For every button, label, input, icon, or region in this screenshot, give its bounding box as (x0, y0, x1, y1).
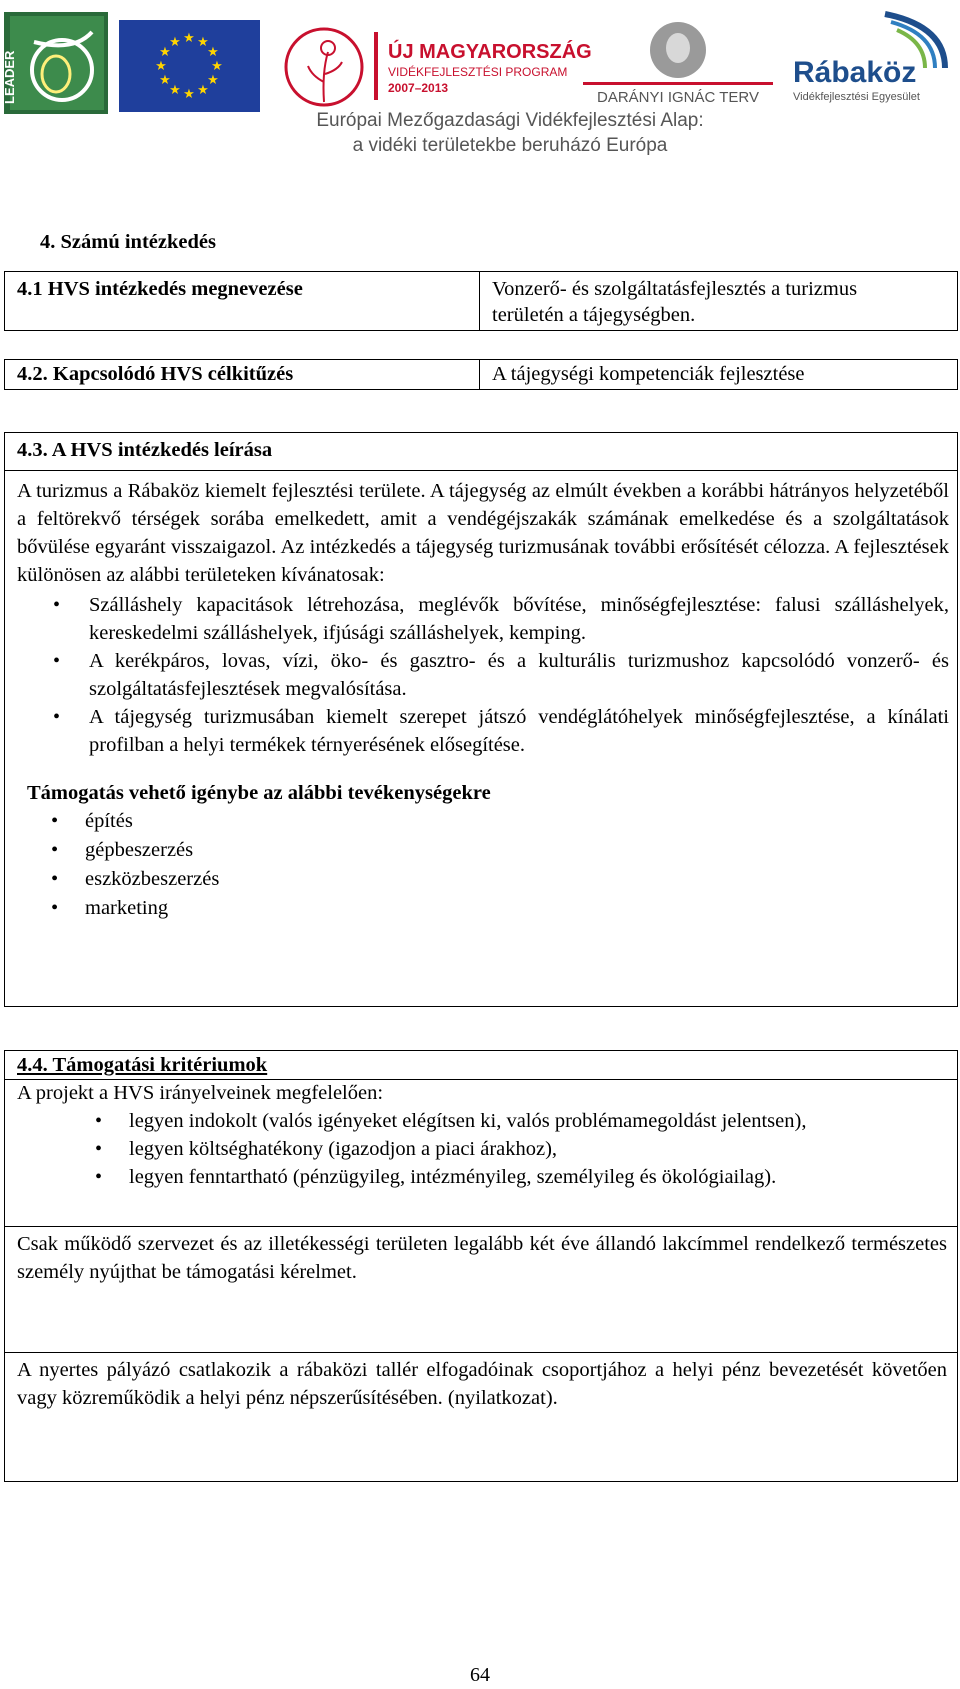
section-4-4-header (4, 1050, 958, 1080)
section-4-3-bullet-3: • A tájegység turizmusában kiemelt szerepet játszó vendéglátóhelyek minőségfejlesztése, a kínálati profilban a helyi termékek térnyerésének elősegítése. (17, 703, 949, 759)
svg-text:★: ★ (197, 83, 209, 98)
support-item-4: • marketing (17, 894, 949, 923)
section-4-3-bullet-list (17, 591, 949, 759)
section-4-3-bullet-1: • Szálláshely kapacitások létrehozása, meglévők bővítése, minőségfejlesztése: falusi szálláshelyek, kereskedelmi szálláshelyek, ifjúsági szálláshelyek, kemping. (17, 591, 949, 647)
section-4-3-title: 4.3. A HVS intézkedés leírása (17, 439, 273, 461)
support-item-2: • gépbeszerzés (17, 836, 949, 865)
row-4-2 (4, 359, 958, 390)
svg-text:★: ★ (183, 87, 195, 102)
rabakoz-subtitle: Vidékfejlesztési Egyesület (793, 91, 920, 103)
uj-magyarorszag-logo (284, 22, 592, 112)
support-title: Támogatás vehető igénybe az alábbi tevékenységekre (27, 782, 491, 804)
svg-text:★: ★ (169, 83, 181, 98)
support-item-1: • építés (17, 807, 949, 836)
svg-text:★: ★ (211, 59, 223, 74)
section-title: 4. Számú intézkedés (40, 231, 216, 253)
eu-flag-logo (119, 20, 260, 112)
section-4-4-title: 4.4. Támogatási kritériumok (17, 1054, 268, 1076)
svg-text:★: ★ (159, 45, 171, 60)
svg-text:★: ★ (169, 35, 181, 50)
local-currency-paragraph: A nyertes pályázó csatlakozik a rábaközi tallér elfogadóinak csoportjához a helyi pénz bevezetését követően vagy közreműködik a helyi pénz népszerűsítésében. (nyilatkozat). (17, 1359, 947, 1409)
row-4-1-value-line-2: területén a tájegységben. (492, 304, 696, 326)
leader-logo (4, 12, 108, 114)
row-4-2-value: A tájegységi kompetenciák fejlesztése (492, 363, 805, 385)
page-number: 64 (470, 1664, 490, 1686)
svg-text:★: ★ (159, 73, 171, 88)
svg-text:★: ★ (207, 73, 219, 88)
daranyi-text: DARÁNYI IGNÁC TERV (597, 89, 759, 106)
svg-text:★: ★ (155, 59, 167, 74)
section-4-4-criteria (4, 1079, 958, 1227)
row-4-1-value-line-1: Vonzerő- és szolgáltatásfejlesztés a turizmus (492, 278, 858, 300)
criteria-bullet-2: • legyen költséghatékony (igazodjon a piaci árakhoz), (17, 1135, 947, 1163)
eafrd-line-1: Európai Mezőgazdasági Vidékfejlesztési Alap: (316, 110, 704, 131)
section-4-3-body (4, 470, 958, 1007)
svg-text:★: ★ (183, 31, 195, 46)
row-4-1-divider (479, 272, 480, 330)
criteria-bullet-3: • legyen fenntartható (pénzügyileg, intézményileg, személyileg és ökológiailag). (17, 1163, 947, 1191)
svg-text:★: ★ (207, 45, 219, 60)
eafrd-slogan (250, 108, 770, 158)
leader-logo-text: LEADER (2, 50, 17, 104)
row-4-1-label: 4.1 HVS intézkedés megnevezése (17, 278, 303, 300)
section-4-3-bullet-2: • A kerékpáros, lovas, vízi, öko- és gasztro- és a kulturális turizmushoz kapcsolódó vonzerő- és szolgáltatásfejlesztések megvalósítása. (17, 647, 949, 703)
criteria-bullet-1: • legyen indokolt (valós igényeket elégítsen ki, valós problémamegoldást jelentsen), (17, 1107, 947, 1135)
section-4-3-header (4, 432, 958, 471)
section-4-3-paragraph: A turizmus a Rábaköz kiemelt fejlesztési területe. A tájegység az elmúlt években a korábbi hátrányos helyzetéből a feltörekvő térségek sorába emelkedett, amit a vendégéjszakák számának emelkedése és a szolgáltatások bővülése egyaránt visszaigazol. Az intézkedés a tájegység turizmusának további erősítését célozza. A fejlesztések különösen az alábbi területeken kívánatosak: (17, 480, 949, 586)
rabakoz-text: Rábaköz (793, 56, 917, 89)
um-title: ÚJ MAGYARORSZÁG (388, 41, 592, 63)
eligibility-paragraph: Csak működő szervezet és az illetékességi területen legalább két éve állandó lakcímmel rendelkező természetes személy nyújthat be támogatási kérelmet. (17, 1233, 947, 1283)
section-4-4-local-currency (4, 1352, 958, 1482)
support-list (17, 807, 949, 923)
row-4-2-divider (479, 360, 480, 389)
row-4-2-label: 4.2. Kapcsolódó HVS célkitűzés (17, 363, 294, 385)
daranyi-ignac-terv-logo (583, 14, 773, 106)
svg-text:★: ★ (197, 35, 209, 50)
section-4-4-eligibility (4, 1226, 958, 1353)
um-subtitle: VIDÉKFEJLESZTÉSI PROGRAM (388, 65, 568, 79)
eafrd-line-2: a vidéki területekbe beruházó Európa (352, 135, 668, 156)
um-years: 2007–2013 (388, 81, 449, 95)
section-4-4-intro: A projekt a HVS irányelveinek megfelelően: (17, 1082, 384, 1104)
rabakoz-logo (775, 6, 960, 106)
support-item-3: • eszközbeszerzés (17, 865, 949, 894)
row-4-1 (4, 271, 958, 331)
